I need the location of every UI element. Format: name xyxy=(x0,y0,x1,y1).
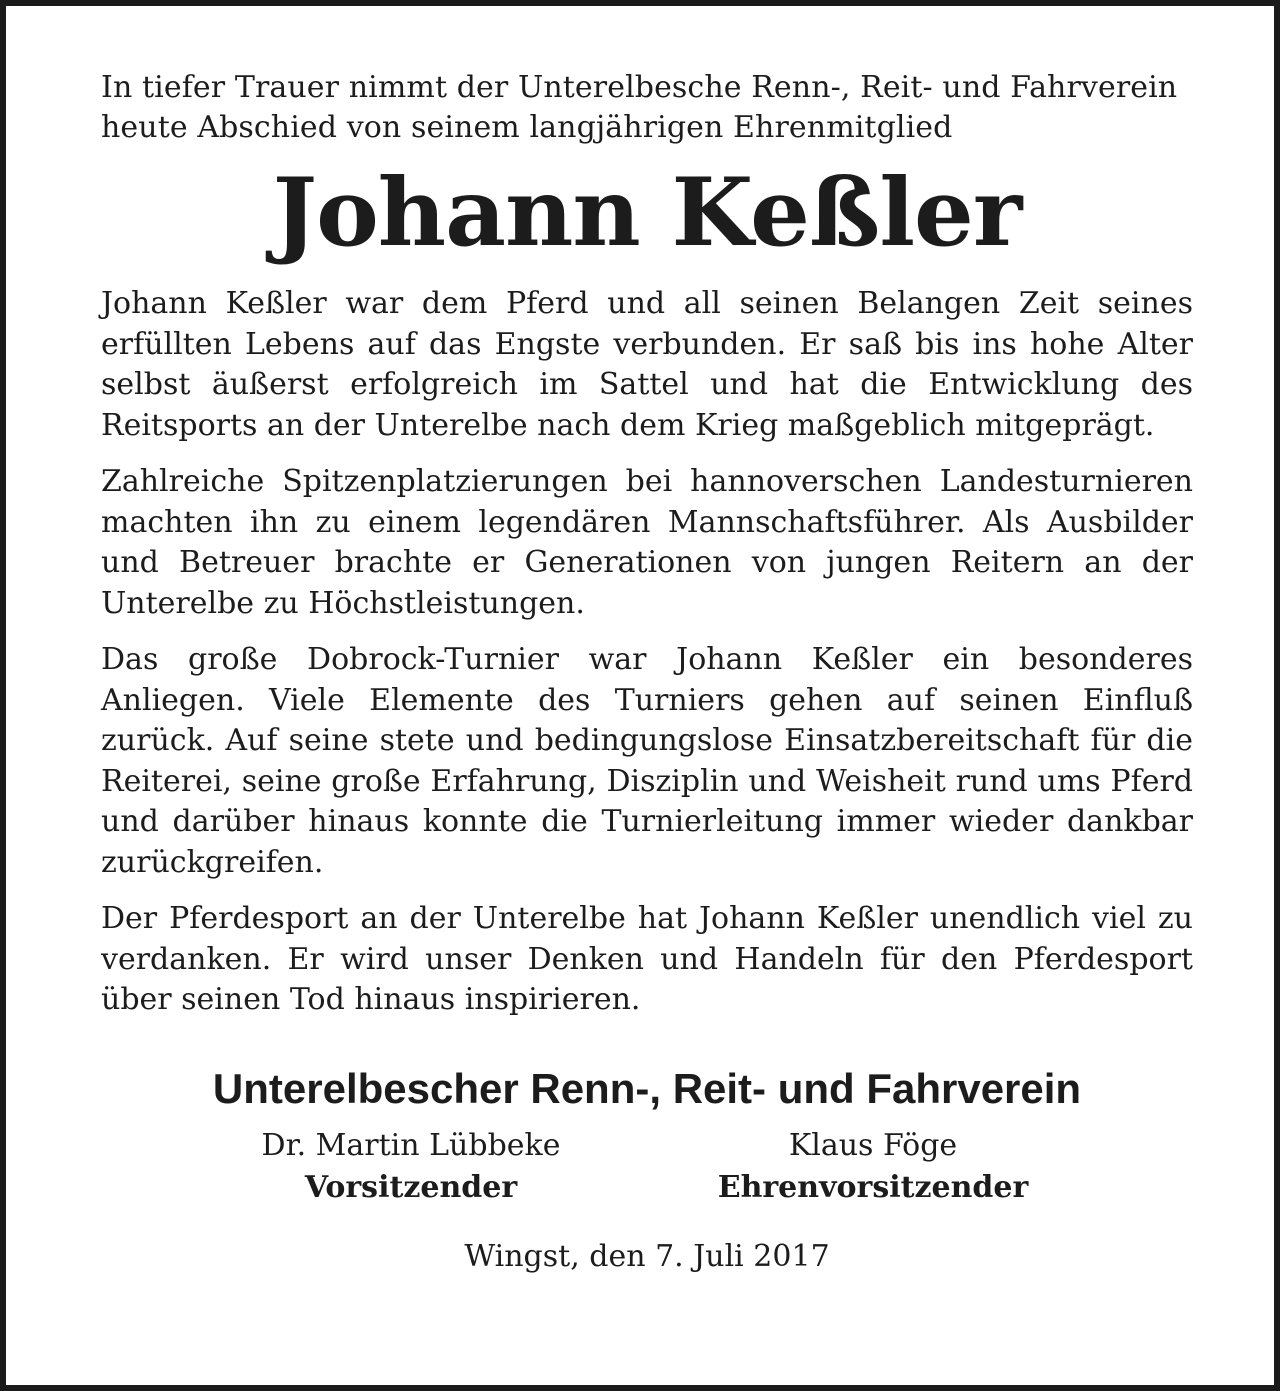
paragraph-3: Das große Dobrock-Turnier war Johann Keßler ein besonderes Anliegen. Viele Elemente des Turniers gehen auf seinen Einfluß zurück. Auf seine stete und bedingungslose Einsatzbereitschaft für die Reiterei, seine große Erfahrung, Disziplin und Weisheit rund ums Pferd und darüber hinaus konnte die Turnierleitung immer wieder dankbar zurückgreifen. xyxy=(101,642,1193,880)
signer-role: Vorsitzender xyxy=(304,1169,518,1205)
place-date: Wingst, den 7. Juli 2017 xyxy=(464,1238,830,1274)
signer-honorary-chairman xyxy=(693,1125,1053,1209)
paragraph-4: Der Pferdesport an der Unterelbe hat Johann Keßler unendlich viel zu verdanken. Er wird unser Denken und Handeln für den Pferdesport über seinen Tod hinaus inspirieren. xyxy=(101,901,1193,1017)
obituary-content xyxy=(101,68,1193,1277)
signer-role: Ehrenvorsitzender xyxy=(717,1169,1029,1205)
organization-name: Unterelbescher Renn-, Reit- und Fahrverein xyxy=(212,1064,1082,1112)
intro-text: In tiefer Trauer nimmt der Unterelbesche Renn-, Reit- und Fahrverein heute Abschied von seinem langjährigen Ehrenmitglied xyxy=(101,70,1178,145)
signer-name: Dr. Martin Lübbeke xyxy=(261,1127,561,1163)
paragraph-2: Zahlreiche Spitzenplatzierungen bei hannoverschen Landesturnieren machten ihn zu einem legendären Mannschaftsführer. Als Ausbilder und Betreuer brachte er Generationen von jungen Reitern an der Unterelbe zu Höchstleistungen. xyxy=(101,464,1193,621)
deceased-name: Johann Keßler xyxy=(272,158,1022,268)
signers xyxy=(101,1125,1193,1209)
paragraph-1: Johann Keßler war dem Pferd und all seinen Belangen Zeit seines erfüllten Lebens auf das Engste verbunden. Er saß bis ins hohe Alter selbst äußerst erfolgreich im Sattel und hat die Entwicklung des Reitsports an der Unterelbe nach dem Krieg maßgeblich mitgeprägt. xyxy=(101,286,1193,443)
signer-chairman xyxy=(231,1125,591,1209)
signer-name: Klaus Föge xyxy=(788,1127,958,1163)
